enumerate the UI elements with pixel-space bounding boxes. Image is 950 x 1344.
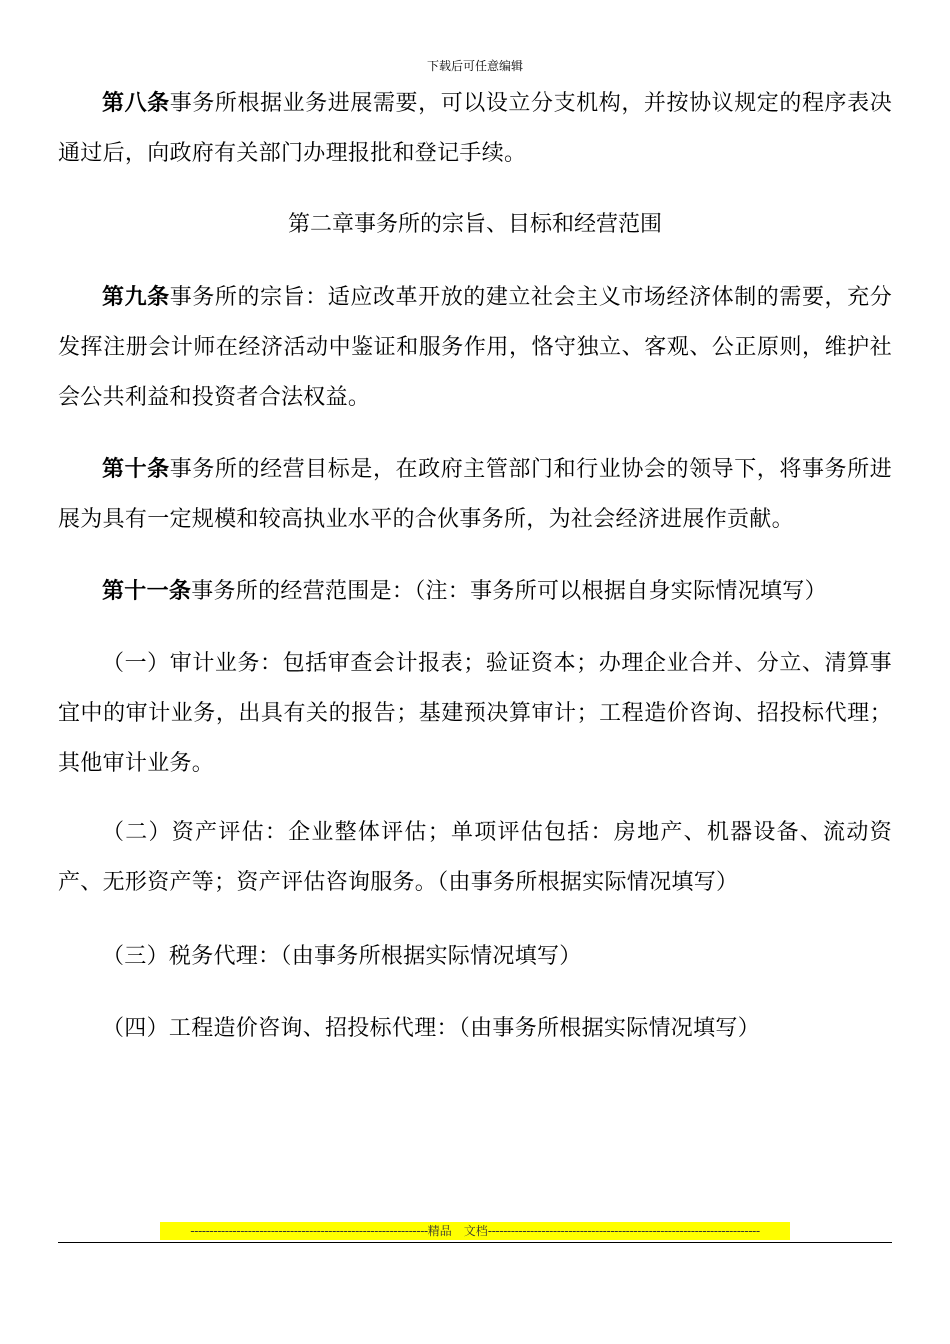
footer-banner: [160, 1222, 790, 1240]
article-9: [58, 272, 892, 423]
article-10: [58, 444, 892, 545]
list-item-asset-valuation: （二）资产评估：企业整体评估；单项评估包括：房地产、机器设备、流动资产、无形资产等；资产评估咨询服务。（由事务所根据实际情况填写）: [58, 820, 892, 895]
list-item-cost-consulting: （四）工程造价咨询、招投标代理：（由事务所根据实际情况填写）: [102, 1016, 761, 1041]
article-text: 事务所根据业务进展需要，可以设立分支机构，并按协议规定的程序表决通过后，向政府有关部门办理报批和登记手续。: [58, 91, 892, 166]
header-note: 下载后可任意编辑: [426, 59, 523, 73]
footer-label: 精品 文档: [427, 1224, 488, 1238]
footer-dashes-right: -----------------------------------------------------------------------: [487, 1224, 760, 1238]
list-item-audit: （一）审计业务：包括审查会计报表；验证资本；办理企业合并、分立、清算事宜中的审计业务，出具有关的报告；基建预决算审计；工程造价咨询、招投标代理；其他审计业务。: [58, 651, 892, 776]
footer-divider: [58, 1242, 892, 1243]
article-text: 事务所的宗旨：适应改革开放的建立社会主义市场经济体制的需要，充分发挥注册会计师在经济活动中鉴证和服务作用，恪守独立、客观、公正原则，维护社会公共利益和投资者合法权益。: [58, 285, 892, 410]
article-11: [58, 566, 892, 617]
chapter-title: 第二章事务所的宗旨、目标和经营范围: [287, 212, 662, 237]
list-item-tax-agency: （三）税务代理：（由事务所根据实际情况填写）: [102, 944, 582, 969]
article-heading: 第九条: [102, 284, 170, 310]
article-heading: 第十条: [102, 456, 170, 482]
article-8: [58, 78, 892, 179]
article-text: 事务所的经营范围是：（注：事务所可以根据自身实际情况填写）: [191, 579, 827, 604]
article-heading: 第十一条: [102, 578, 192, 604]
article-heading: 第八条: [102, 90, 170, 116]
footer-dashes-left: --------------------------------------------------------------: [190, 1224, 428, 1238]
article-text: 事务所的经营目标是，在政府主管部门和行业协会的领导下，将事务所进展为具有一定规模和较高执业水平的合伙事务所，为社会经济进展作贡献。: [58, 457, 892, 532]
